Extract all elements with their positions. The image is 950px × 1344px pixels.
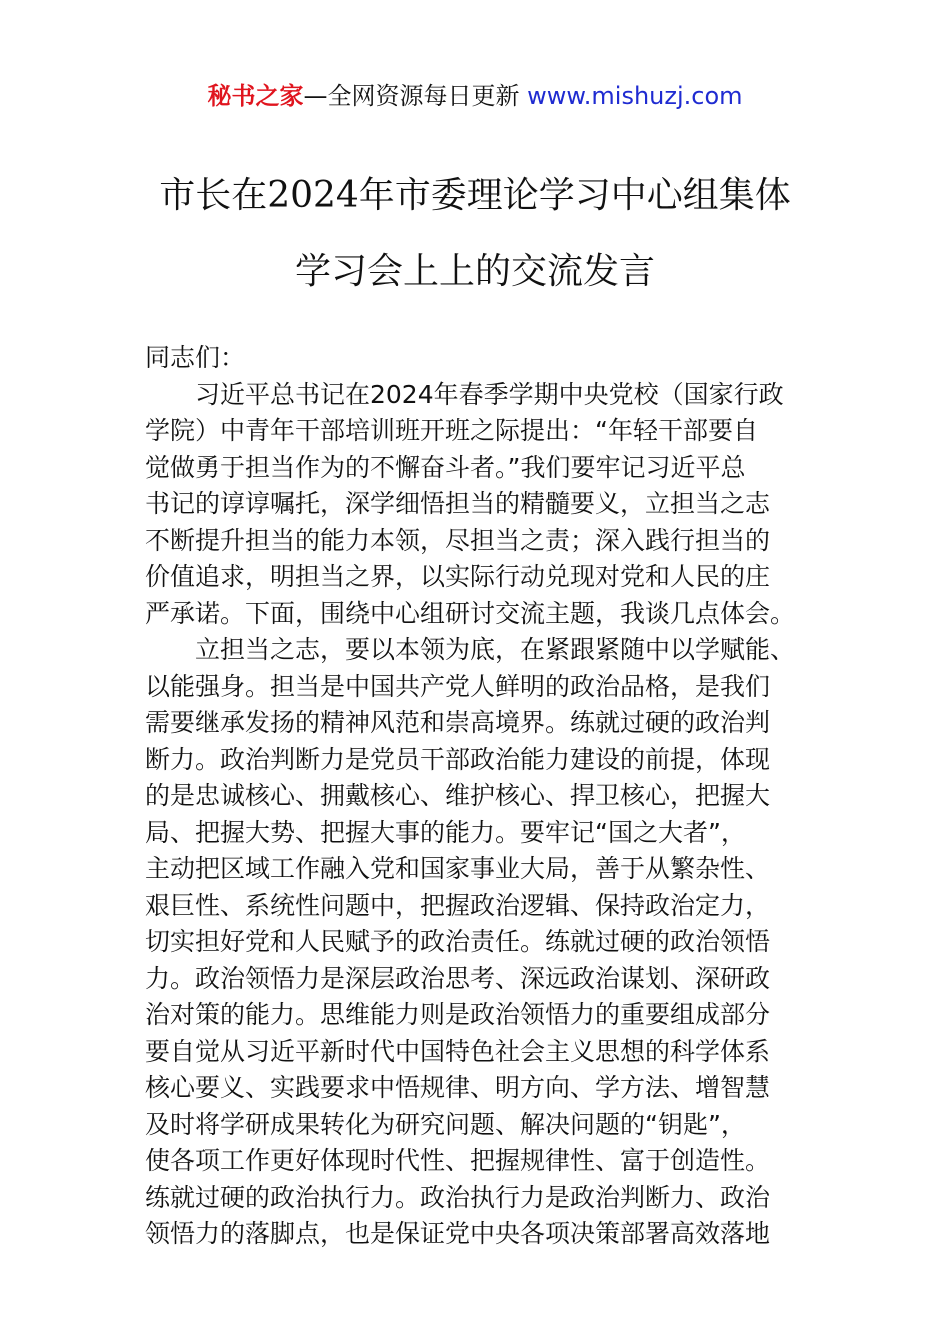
- body-line: 同志们：: [145, 343, 246, 372]
- body-line: 学院）中青年干部培训班开班之际提出：“年轻干部要自: [145, 416, 758, 445]
- body-line: 治对策的能力。思维能力则是政治领悟力的重要组成部分: [145, 1000, 771, 1029]
- body-line: 不断提升担当的能力本领，尽担当之责；深入践行担当的: [145, 525, 771, 555]
- body-line: 立担当之志，要以本领为底，在紧跟紧随中以学赋能、: [145, 635, 796, 664]
- body-line: 及时将学研成果转化为研究问题、解决问题的“钥匙”，: [145, 1109, 746, 1139]
- body-line: 习近平总书记在2024年春季学期中央党校（国家行政: [145, 379, 784, 409]
- body-line: 以能强身。担当是中国共产党人鲜明的政治品格，是我们: [145, 671, 771, 701]
- body-line: 的是忠诚核心、拥戴核心、维护核心、捍卫核心，把握大: [145, 781, 771, 810]
- body-line: 要自觉从习近平新时代中国特色社会主义思想的科学体系: [145, 1036, 771, 1066]
- body-line: 需要继承发扬的精神风范和崇高境界。练就过硬的政治判: [145, 708, 771, 737]
- body-line: 主动把区域工作融入党和国家事业大局，善于从繁杂性、: [145, 854, 771, 883]
- body-line: 严承诺。下面，围绕中心组研讨交流主题，我谈几点体会。: [145, 598, 796, 628]
- body-line: 艰巨性、系统性问题中，把握政治逻辑、保持政治定力，: [145, 890, 771, 920]
- body-line: 领悟力的落脚点，也是保证党中央各项决策部署高效落地: [145, 1219, 771, 1248]
- document-body: [145, 340, 825, 1253]
- document-title: [0, 175, 950, 292]
- body-line: 断力。政治判断力是党员干部政治能力建设的前提，体现: [145, 744, 771, 774]
- document-title-line-1: 市长在2024年市委理论学习中心组集体: [159, 175, 791, 216]
- site-brand: 秘书之家: [207, 82, 304, 110]
- body-line: 觉做勇于担当作为的不懈奋斗者。”我们要牢记习近平总: [145, 452, 746, 482]
- body-line: 使各项工作更好体现时代性、把握规律性、富于创造性。: [145, 1146, 771, 1175]
- body-line: 局、把握大势、把握大事的能力。要牢记“国之大者”，: [145, 817, 746, 847]
- body-line: 书记的谆谆嘱托，深学细悟担当的精髓要义，立担当之志: [145, 489, 771, 518]
- body-line: 练就过硬的政治执行力。政治执行力是政治判断力、政治: [145, 1182, 771, 1212]
- document-title-line-2: 学习会上上的交流发言: [294, 251, 655, 292]
- body-line: 力。政治领悟力是深层政治思考、深远政治谋划、深研政: [145, 963, 771, 993]
- body-line: 价值追求，明担当之界，以实际行动兑现对党和人民的庄: [145, 562, 771, 591]
- body-line: 切实担好党和人民赋予的政治责任。练就过硬的政治领悟: [145, 927, 771, 956]
- site-url-link[interactable]: www.mishuzj.com: [527, 82, 743, 110]
- body-line: 核心要义、实践要求中悟规律、明方向、学方法、增智慧: [145, 1073, 771, 1102]
- site-header: [0, 80, 950, 112]
- site-tagline: —全网资源每日更新: [303, 82, 520, 110]
